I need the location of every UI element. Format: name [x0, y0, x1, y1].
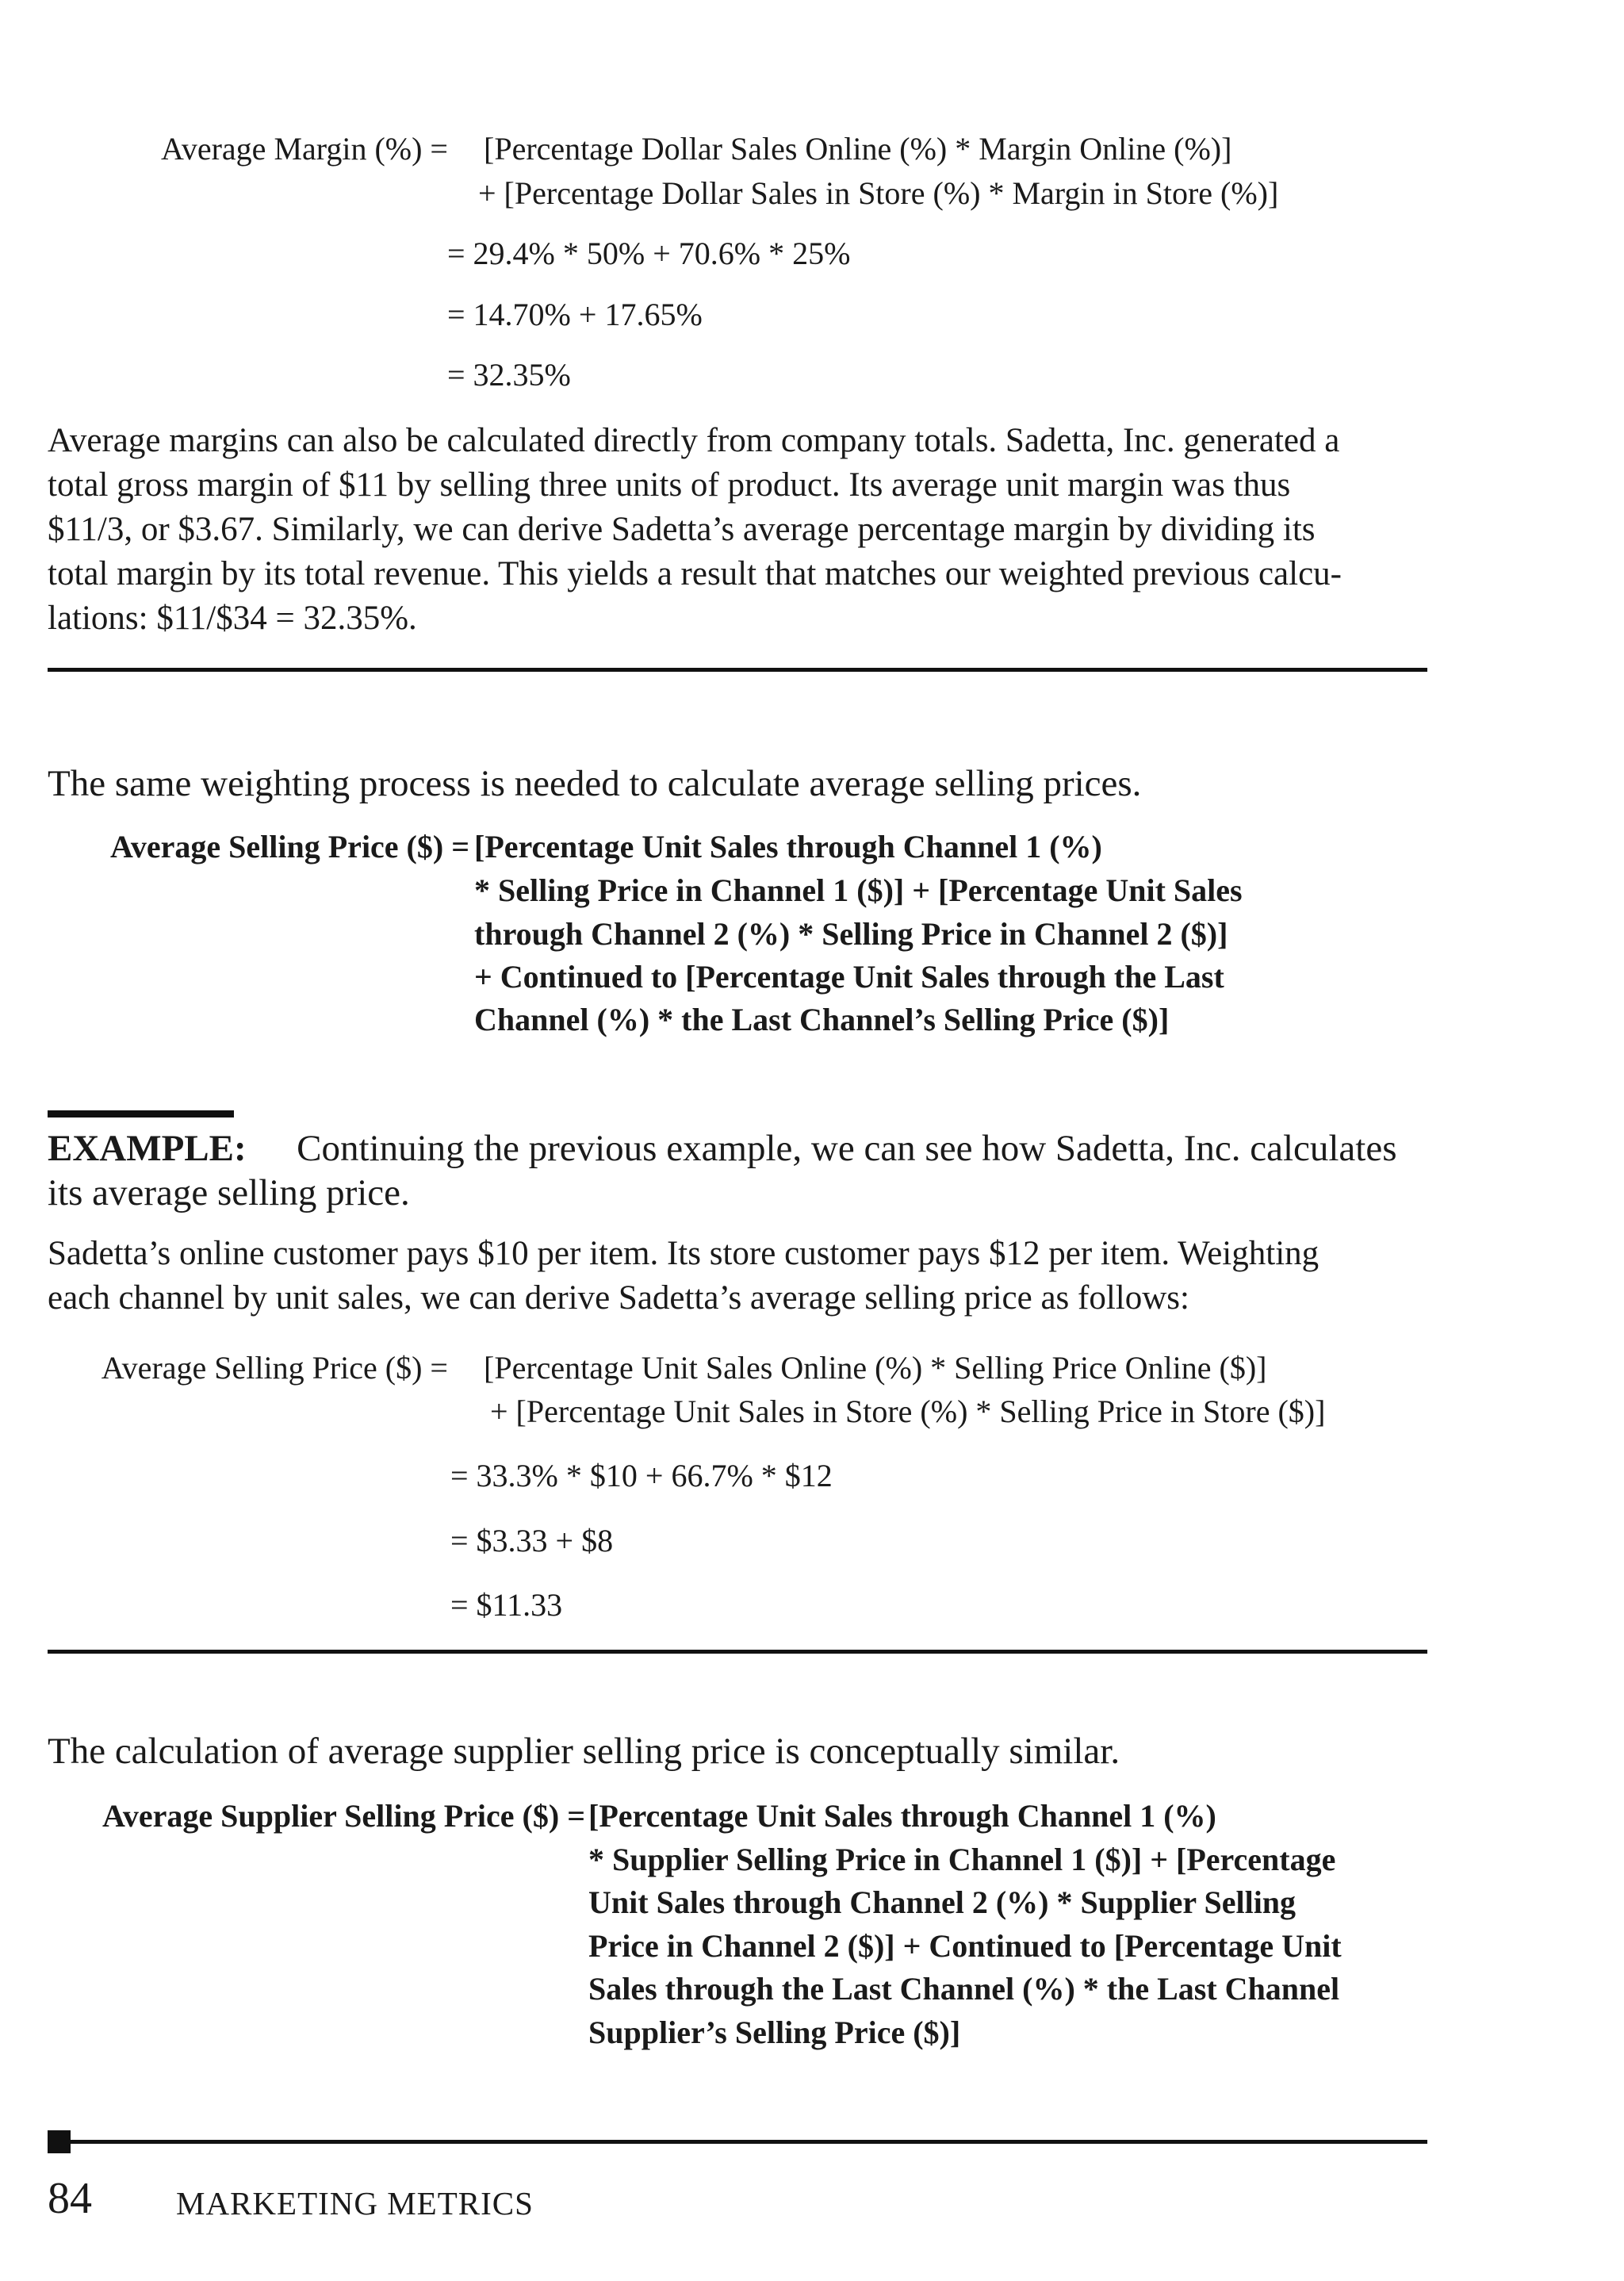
- supplier-formula-line: Sales through the Last Channel (%) * the Last Channel: [588, 1971, 1340, 2007]
- intro-average-selling-price: The same weighting process is needed to calculate average selling prices.: [48, 763, 1142, 804]
- selling-price-formula-line: Channel (%) * the Last Channel’s Selling Price ($)]: [474, 1002, 1170, 1037]
- supplier-formula-line: Supplier’s Selling Price ($)]: [588, 2015, 961, 2050]
- selling-price-formula-line: + Continued to [Percentage Unit Sales through the Last: [474, 959, 1224, 995]
- page-number: 84: [48, 2174, 92, 2223]
- paragraph-line: each channel by unit sales, we can derive Sadetta’s average selling price as follows:: [48, 1279, 1189, 1317]
- paragraph-line: total gross margin of $11 by selling three units of product. Its average unit margin was thus: [48, 466, 1291, 504]
- price-equation-step1: = 33.3% * $10 + 66.7% * $12: [450, 1458, 833, 1493]
- body-paragraph-margins: [48, 419, 1427, 641]
- example-marker-bar: [48, 1110, 234, 1117]
- supplier-formula-line: Price in Channel 2 ($)] + Continued to [Percentage Unit: [588, 1928, 1342, 1964]
- price-equation-rhs-line2: + [Percentage Unit Sales in Store (%) * Selling Price in Store ($)]: [490, 1394, 1326, 1429]
- selling-price-formula-line: [Percentage Unit Sales through Channel 1 (%): [474, 829, 1102, 864]
- supplier-formula-line: Unit Sales through Channel 2 (%) * Supplier Selling: [588, 1884, 1297, 1920]
- intro-supplier-selling-price: The calculation of average supplier selling price is conceptually similar.: [48, 1731, 1120, 1772]
- paragraph-line: lations: $11/$34 = 32.35%.: [48, 600, 417, 637]
- example-body-paragraph: [48, 1232, 1427, 1321]
- price-equation-step3: = $11.33: [450, 1587, 563, 1623]
- section-divider: [48, 1650, 1427, 1654]
- margin-equation-rhs-line1: [Percentage Dollar Sales Online (%) * Margin Online (%)]: [484, 131, 1232, 167]
- price-equation-step2: = $3.33 + $8: [450, 1523, 614, 1558]
- supplier-formula-line: * Supplier Selling Price in Channel 1 ($)] + [Percentage: [588, 1842, 1336, 1877]
- supplier-formula-lhs: Average Supplier Selling Price ($) =: [102, 1798, 585, 1834]
- margin-equation-lhs: Average Margin (%) =: [160, 131, 448, 167]
- paragraph-line: Average margins can also be calculated directly from company totals. Sadetta, Inc. generated a: [48, 422, 1340, 459]
- paragraph-line: Sadetta’s online customer pays $10 per item. Its store customer pays $12 per item. Weighting: [48, 1235, 1320, 1272]
- running-footer-title: MARKETING METRICS: [176, 2185, 534, 2222]
- margin-equation-rhs-line2: + [Percentage Dollar Sales in Store (%) * Margin in Store (%)]: [478, 175, 1279, 211]
- margin-equation-step1: = 29.4% * 50% + 70.6% * 25%: [447, 236, 851, 271]
- margin-equation-step3: = 32.35%: [447, 357, 571, 393]
- supplier-formula-line: [Percentage Unit Sales through Channel 1 (%): [588, 1798, 1216, 1834]
- selling-price-formula-lhs: Average Selling Price ($) =: [109, 829, 469, 864]
- example-intro: Continuing the previous example, we can see how Sadetta, Inc. calculates: [297, 1128, 1397, 1169]
- example-intro-continued: its average selling price.: [48, 1172, 410, 1213]
- margin-equation-step2: = 14.70% + 17.65%: [447, 297, 703, 332]
- example-label: EXAMPLE:: [48, 1128, 247, 1169]
- paragraph-line: total margin by its total revenue. This yields a result that matches our weighted previous calcu-: [48, 555, 1342, 592]
- section-divider: [48, 668, 1427, 672]
- selling-price-formula-line: through Channel 2 (%) * Selling Price in Channel 2 ($)]: [474, 916, 1228, 952]
- example-heading-line: [48, 1126, 1397, 1171]
- footer-rule: [48, 2140, 1427, 2144]
- price-equation-rhs-line1: [Percentage Unit Sales Online (%) * Selling Price Online ($)]: [484, 1350, 1267, 1386]
- paragraph-line: $11/3, or $3.67. Similarly, we can derive Sadetta’s average percentage margin by dividing its: [48, 511, 1316, 548]
- selling-price-formula-line: * Selling Price in Channel 1 ($)] + [Percentage Unit Sales: [474, 872, 1243, 908]
- price-equation-lhs: Average Selling Price ($) =: [101, 1350, 448, 1386]
